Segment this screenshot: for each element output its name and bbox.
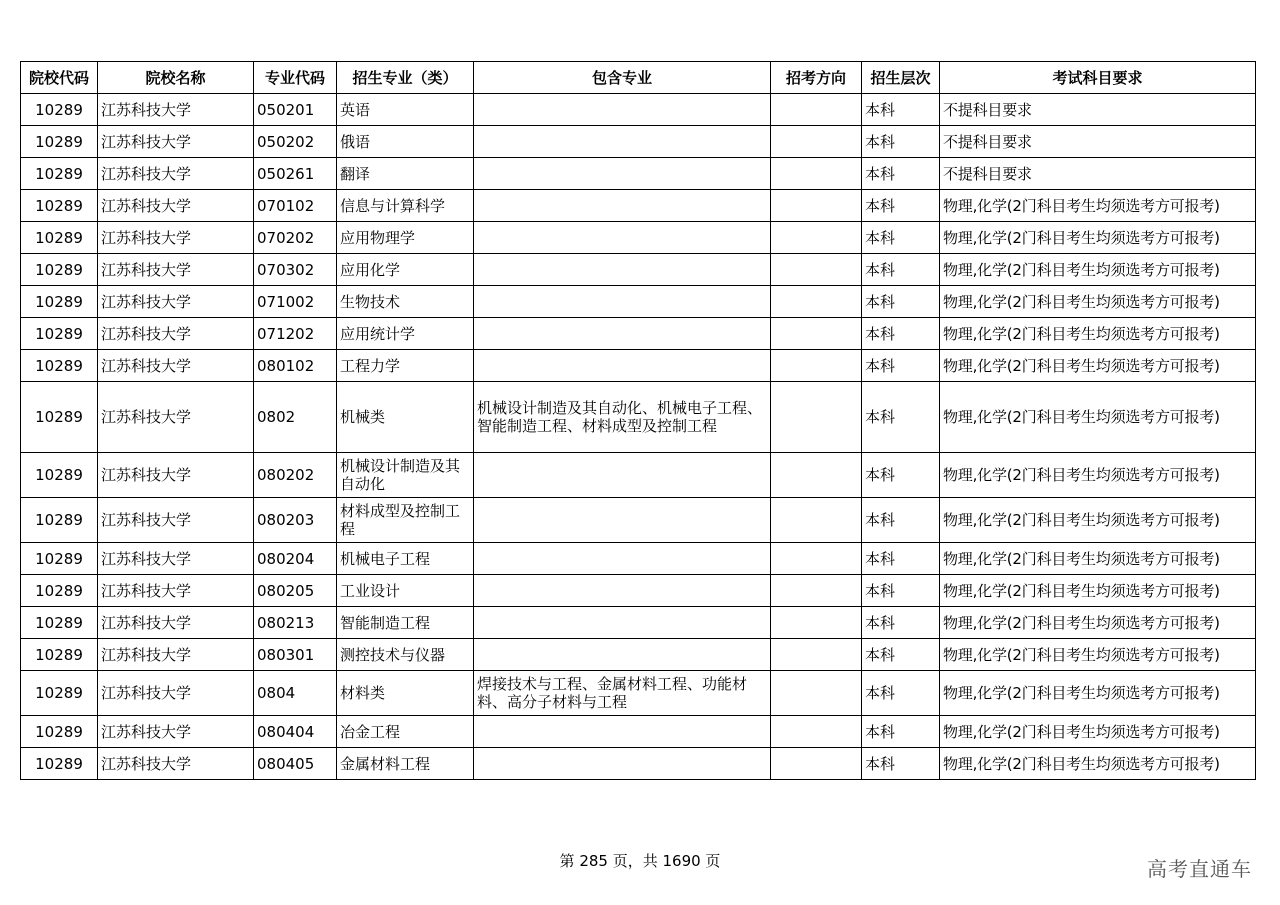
school-code-cell: 10289 [21,575,98,607]
level-cell: 本科 [862,671,940,716]
major-name-cell: 冶金工程 [337,716,474,748]
requirement-cell: 物理,化学(2门科目考生均须选考方可报考) [940,286,1256,318]
school-name-cell: 江苏科技大学 [98,716,254,748]
school-name-cell: 江苏科技大学 [98,639,254,671]
requirement-cell: 物理,化学(2门科目考生均须选考方可报考) [940,318,1256,350]
direction-cell [771,94,862,126]
column-header: 考试科目要求 [940,62,1256,94]
direction-cell [771,382,862,453]
school-code-cell: 10289 [21,543,98,575]
major-name-cell: 智能制造工程 [337,607,474,639]
major-name-cell: 翻译 [337,158,474,190]
included-majors-cell: 焊接技术与工程、金属材料工程、功能材料、高分子材料与工程 [474,671,771,716]
direction-cell [771,158,862,190]
column-header: 招生专业（类） [337,62,474,94]
included-majors-cell [474,639,771,671]
table-row [21,453,1256,498]
major-code-cell: 070302 [254,254,337,286]
major-name-cell: 机械电子工程 [337,543,474,575]
included-majors-cell [474,716,771,748]
direction-cell [771,498,862,543]
level-cell: 本科 [862,94,940,126]
school-code-cell: 10289 [21,748,98,780]
included-majors-cell [474,222,771,254]
school-name-cell: 江苏科技大学 [98,254,254,286]
school-name-cell: 江苏科技大学 [98,671,254,716]
school-code-cell: 10289 [21,94,98,126]
school-code-cell: 10289 [21,126,98,158]
major-code-cell: 080301 [254,639,337,671]
page-number: 第 285 页，共 1690 页 [559,852,721,870]
direction-cell [771,453,862,498]
direction-cell [771,126,862,158]
level-cell: 本科 [862,126,940,158]
table-row [21,222,1256,254]
major-code-cell: 080213 [254,607,337,639]
requirement-cell: 物理,化学(2门科目考生均须选考方可报考) [940,639,1256,671]
included-majors-cell [474,190,771,222]
direction-cell [771,190,862,222]
major-name-cell: 机械设计制造及其自动化 [337,453,474,498]
major-name-cell: 材料成型及控制工程 [337,498,474,543]
school-code-cell: 10289 [21,382,98,453]
direction-cell [771,222,862,254]
level-cell: 本科 [862,498,940,543]
requirement-cell: 不提科目要求 [940,126,1256,158]
school-code-cell: 10289 [21,254,98,286]
major-code-cell: 050261 [254,158,337,190]
requirement-cell: 物理,化学(2门科目考生均须选考方可报考) [940,607,1256,639]
level-cell: 本科 [862,318,940,350]
direction-cell [771,543,862,575]
school-name-cell: 江苏科技大学 [98,748,254,780]
included-majors-cell [474,498,771,543]
direction-cell [771,671,862,716]
table-row [21,126,1256,158]
requirement-cell: 不提科目要求 [940,158,1256,190]
requirement-cell: 物理,化学(2门科目考生均须选考方可报考) [940,350,1256,382]
major-name-cell: 应用物理学 [337,222,474,254]
school-name-cell: 江苏科技大学 [98,286,254,318]
direction-cell [771,575,862,607]
requirement-cell: 物理,化学(2门科目考生均须选考方可报考) [940,382,1256,453]
direction-cell [771,639,862,671]
direction-cell [771,716,862,748]
major-name-cell: 英语 [337,94,474,126]
school-name-cell: 江苏科技大学 [98,94,254,126]
included-majors-cell [474,575,771,607]
level-cell: 本科 [862,639,940,671]
school-code-cell: 10289 [21,190,98,222]
major-name-cell: 应用化学 [337,254,474,286]
school-name-cell: 江苏科技大学 [98,158,254,190]
included-majors-cell [474,543,771,575]
included-majors-cell [474,94,771,126]
column-header: 院校代码 [21,62,98,94]
school-name-cell: 江苏科技大学 [98,318,254,350]
major-code-cell: 071202 [254,318,337,350]
table-row [21,543,1256,575]
included-majors-cell [474,607,771,639]
table-row [21,716,1256,748]
major-code-cell: 070102 [254,190,337,222]
included-majors-cell [474,126,771,158]
major-code-cell: 050201 [254,94,337,126]
major-code-cell: 080203 [254,498,337,543]
major-code-cell: 050202 [254,126,337,158]
school-name-cell: 江苏科技大学 [98,126,254,158]
major-name-cell: 材料类 [337,671,474,716]
requirement-cell: 物理,化学(2门科目考生均须选考方可报考) [940,498,1256,543]
table-row [21,94,1256,126]
requirement-cell: 物理,化学(2门科目考生均须选考方可报考) [940,748,1256,780]
major-code-cell: 080404 [254,716,337,748]
included-majors-cell [474,350,771,382]
major-name-cell: 工程力学 [337,350,474,382]
school-code-cell: 10289 [21,716,98,748]
requirement-cell: 物理,化学(2门科目考生均须选考方可报考) [940,543,1256,575]
direction-cell [771,286,862,318]
table-row [21,607,1256,639]
table-row [21,575,1256,607]
school-name-cell: 江苏科技大学 [98,222,254,254]
level-cell: 本科 [862,158,940,190]
requirement-cell: 物理,化学(2门科目考生均须选考方可报考) [940,671,1256,716]
direction-cell [771,748,862,780]
included-majors-cell [474,453,771,498]
included-majors-cell [474,158,771,190]
watermark: 高考直通车 [1147,857,1252,881]
table-row [21,350,1256,382]
major-name-cell: 俄语 [337,126,474,158]
major-code-cell: 0804 [254,671,337,716]
direction-cell [771,607,862,639]
included-majors-cell [474,748,771,780]
table-row [21,254,1256,286]
school-name-cell: 江苏科技大学 [98,575,254,607]
column-header: 招考方向 [771,62,862,94]
table-row [21,639,1256,671]
level-cell: 本科 [862,575,940,607]
included-majors-cell [474,254,771,286]
level-cell: 本科 [862,222,940,254]
school-name-cell: 江苏科技大学 [98,498,254,543]
table-row [21,318,1256,350]
column-header: 院校名称 [98,62,254,94]
direction-cell [771,350,862,382]
table-row [21,190,1256,222]
level-cell: 本科 [862,453,940,498]
school-code-cell: 10289 [21,453,98,498]
major-name-cell: 金属材料工程 [337,748,474,780]
level-cell: 本科 [862,382,940,453]
requirement-cell: 物理,化学(2门科目考生均须选考方可报考) [940,575,1256,607]
school-code-cell: 10289 [21,498,98,543]
major-code-cell: 080405 [254,748,337,780]
major-name-cell: 工业设计 [337,575,474,607]
school-code-cell: 10289 [21,222,98,254]
table-row [21,671,1256,716]
level-cell: 本科 [862,607,940,639]
major-name-cell: 生物技术 [337,286,474,318]
school-code-cell: 10289 [21,286,98,318]
column-header: 招生层次 [862,62,940,94]
major-name-cell: 测控技术与仪器 [337,639,474,671]
requirement-cell: 物理,化学(2门科目考生均须选考方可报考) [940,190,1256,222]
direction-cell [771,254,862,286]
level-cell: 本科 [862,286,940,318]
school-code-cell: 10289 [21,350,98,382]
table-row [21,286,1256,318]
school-code-cell: 10289 [21,318,98,350]
level-cell: 本科 [862,543,940,575]
level-cell: 本科 [862,748,940,780]
column-header: 专业代码 [254,62,337,94]
table-row [21,158,1256,190]
column-header: 包含专业 [474,62,771,94]
major-code-cell: 080205 [254,575,337,607]
school-code-cell: 10289 [21,639,98,671]
admission-table [20,61,1256,780]
school-name-cell: 江苏科技大学 [98,350,254,382]
major-code-cell: 080102 [254,350,337,382]
school-name-cell: 江苏科技大学 [98,382,254,453]
level-cell: 本科 [862,254,940,286]
requirement-cell: 物理,化学(2门科目考生均须选考方可报考) [940,453,1256,498]
school-name-cell: 江苏科技大学 [98,607,254,639]
school-name-cell: 江苏科技大学 [98,453,254,498]
table-row [21,498,1256,543]
major-code-cell: 070202 [254,222,337,254]
major-code-cell: 080204 [254,543,337,575]
table-row [21,382,1256,453]
requirement-cell: 物理,化学(2门科目考生均须选考方可报考) [940,254,1256,286]
included-majors-cell [474,318,771,350]
level-cell: 本科 [862,716,940,748]
requirement-cell: 物理,化学(2门科目考生均须选考方可报考) [940,716,1256,748]
table-header-row [21,62,1256,94]
major-name-cell: 机械类 [337,382,474,453]
table-body [21,94,1256,780]
requirement-cell: 不提科目要求 [940,94,1256,126]
major-name-cell: 信息与计算科学 [337,190,474,222]
school-name-cell: 江苏科技大学 [98,190,254,222]
major-code-cell: 071002 [254,286,337,318]
level-cell: 本科 [862,190,940,222]
major-code-cell: 0802 [254,382,337,453]
included-majors-cell [474,286,771,318]
direction-cell [771,318,862,350]
included-majors-cell: 机械设计制造及其自动化、机械电子工程、智能制造工程、材料成型及控制工程 [474,382,771,453]
level-cell: 本科 [862,350,940,382]
school-code-cell: 10289 [21,671,98,716]
major-code-cell: 080202 [254,453,337,498]
table-row [21,748,1256,780]
school-code-cell: 10289 [21,158,98,190]
requirement-cell: 物理,化学(2门科目考生均须选考方可报考) [940,222,1256,254]
school-code-cell: 10289 [21,607,98,639]
school-name-cell: 江苏科技大学 [98,543,254,575]
major-name-cell: 应用统计学 [337,318,474,350]
